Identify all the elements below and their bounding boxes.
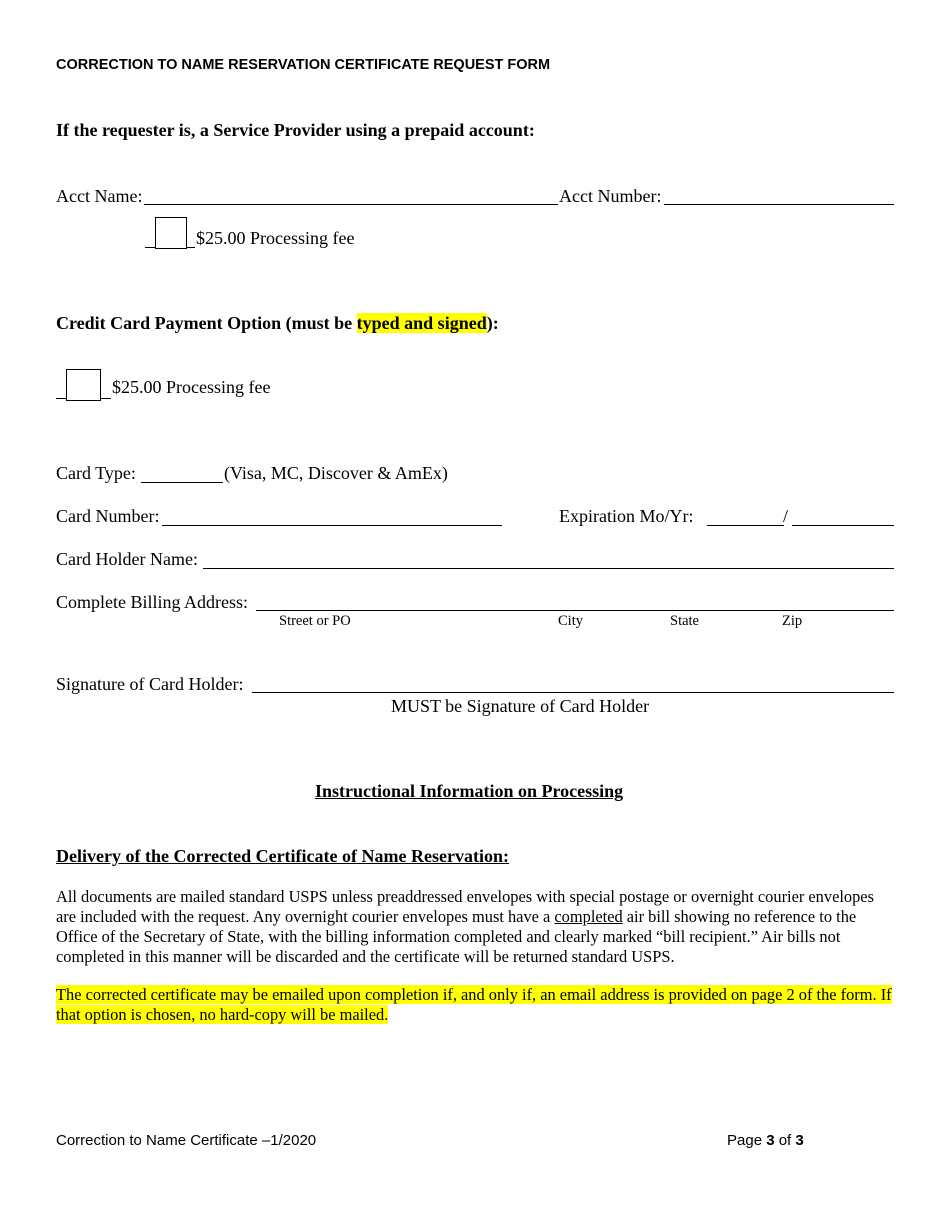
card-type-field[interactable] <box>141 482 223 483</box>
acct-number-label: Acct Number: <box>559 186 662 206</box>
page-current: 3 <box>766 1132 775 1149</box>
credit-card-heading-suffix: ): <box>486 313 499 333</box>
form-title: CORRECTION TO NAME RESERVATION CERTIFICATE REQUEST FORM <box>56 57 551 73</box>
prepaid-fee-checkbox[interactable] <box>155 217 187 249</box>
billing-address-label: Complete Billing Address: <box>56 592 248 612</box>
credit-card-heading-prefix: Credit Card Payment Option (must be <box>56 313 357 333</box>
billing-city-caption: City <box>558 613 583 629</box>
delivery-heading: Delivery of the Corrected Certificate of Name Reservation: <box>56 846 509 866</box>
email-note-text: The corrected certificate may be emailed upon completion if, and only if, an email address is provided on page 2 of the form. If that option is chosen, no hard-copy will be mailed. <box>56 985 892 1024</box>
card-type-hint: (Visa, MC, Discover & AmEx) <box>224 463 448 483</box>
credit-card-heading-highlight: typed and signed <box>356 313 487 333</box>
signature-note: MUST be Signature of Card Holder <box>391 696 650 716</box>
signature-label: Signature of Card Holder: <box>56 674 244 694</box>
card-type-label: Card Type: <box>56 463 136 483</box>
prepaid-fee-label: $25.00 Processing fee <box>196 228 355 248</box>
instructions-heading: Instructional Information on Processing <box>315 781 624 801</box>
card-holder-label: Card Holder Name: <box>56 549 198 569</box>
billing-address-field[interactable] <box>256 610 894 611</box>
delivery-paragraph <box>56 887 896 967</box>
acct-name-label: Acct Name: <box>56 186 143 206</box>
delivery-paragraph-underlined: completed <box>554 907 623 926</box>
signature-field[interactable] <box>252 692 894 693</box>
billing-state-caption: State <box>670 613 699 629</box>
footer-form-version: Correction to Name Certificate –1/2020 <box>56 1132 317 1149</box>
page-prefix: Page <box>727 1132 767 1149</box>
page-total: 3 <box>795 1132 804 1149</box>
acct-name-field[interactable] <box>144 204 558 205</box>
billing-zip-caption: Zip <box>782 613 803 629</box>
credit-card-heading <box>56 313 499 334</box>
page-of: of <box>774 1132 796 1149</box>
delivery-paragraph-part2: air bill showing no reference to the Office of the Secretary of State, with the billing information completed and clearly marked “bill recipient.” Air bills not completed in this manner will be discarded and the certificate will be returned standard USPS. <box>56 907 857 966</box>
card-number-field[interactable] <box>162 525 502 526</box>
delivery-paragraph-part1: All documents are mailed standard USPS unless preaddressed envelopes with special postage or overnight courier envelopes are included with the request. Any overnight courier envelopes must have a <box>56 887 874 926</box>
billing-street-caption: Street or PO <box>279 613 351 629</box>
cc-fee-label: $25.00 Processing fee <box>112 377 271 397</box>
footer-page-number <box>727 1132 804 1149</box>
expiration-separator: / <box>783 506 789 526</box>
expiration-label: Expiration Mo/Yr: <box>559 506 694 526</box>
expiration-year-field[interactable] <box>792 525 894 526</box>
email-note <box>56 985 896 1025</box>
prepaid-heading: If the requester is, a Service Provider using a prepaid account: <box>56 120 535 140</box>
cc-fee-checkbox[interactable] <box>66 369 101 401</box>
acct-number-field[interactable] <box>664 204 894 205</box>
card-holder-field[interactable] <box>203 568 894 569</box>
card-number-label: Card Number: <box>56 506 160 526</box>
expiration-month-field[interactable] <box>707 525 784 526</box>
